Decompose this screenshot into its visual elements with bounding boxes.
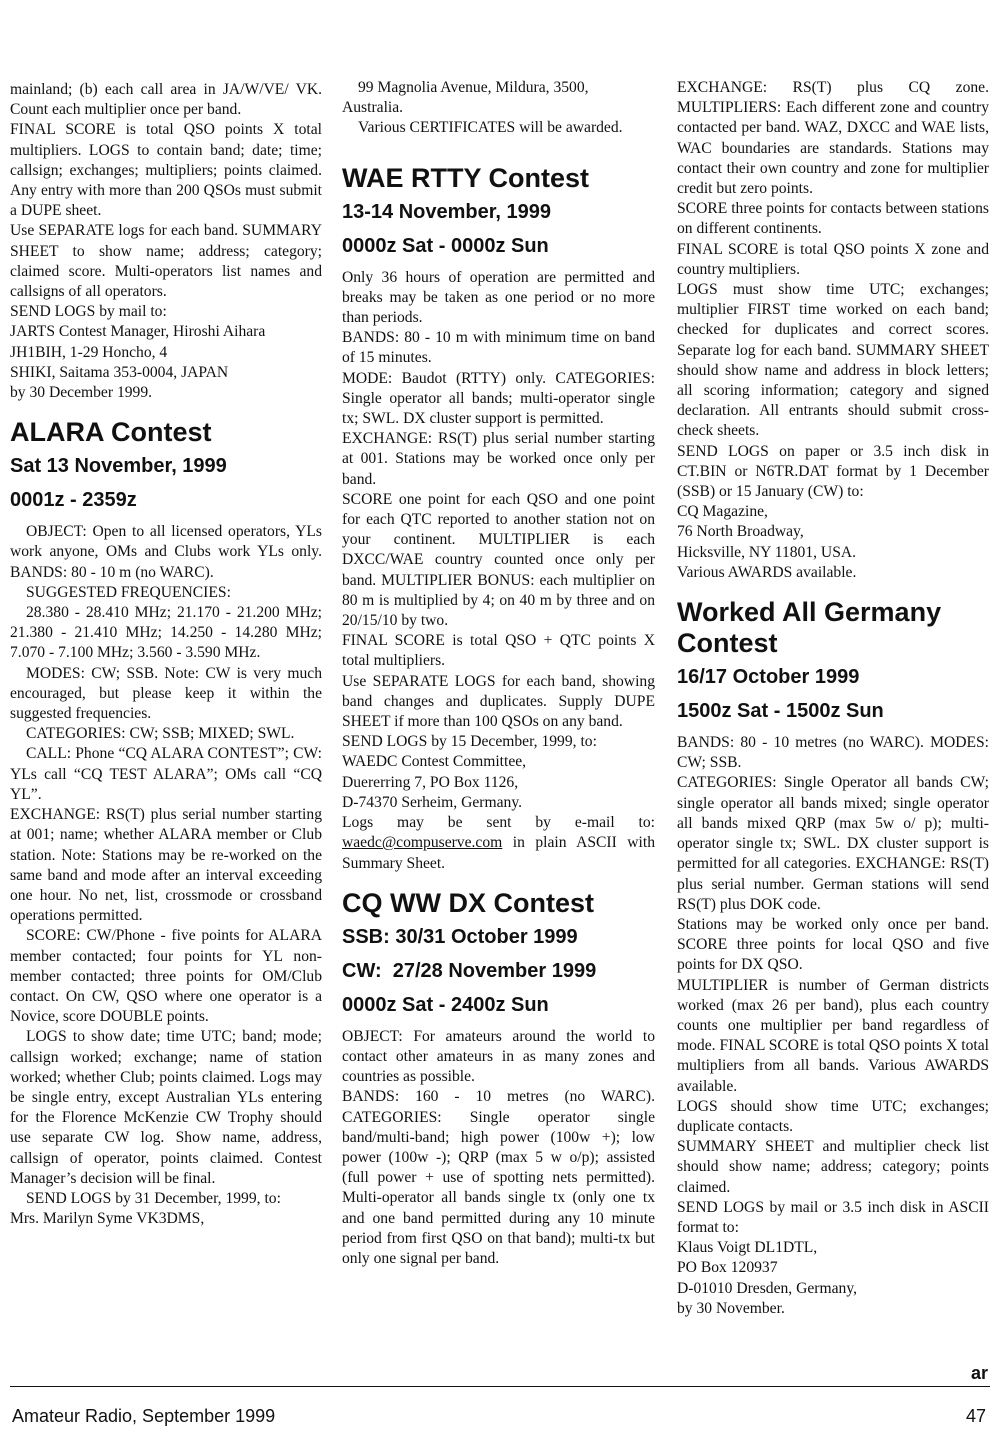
address-line: Duererring 7, PO Box 1126, <box>342 773 519 791</box>
paragraph: FINAL SCORE is total QSO points X zone and country multipliers. <box>677 240 989 278</box>
paragraph: EXCHANGE: RS(T) plus CQ zone. MULTIPLIERS: Each different zone and country contacted per band. WAZ, DXCC and WAE lists, WAC boundaries are standards. Stations may contact their own country and zone for multiplier credit but zero points. <box>677 79 989 198</box>
paragraph: SEND LOGS by mail or 3.5 inch disk in ASCII format to: <box>677 1198 989 1236</box>
section-date-cw: CW: 27/28 November 1999 <box>342 959 597 982</box>
email-intro: Logs may be sent by e-mail to: <box>342 814 655 832</box>
section-date: 16/17 October 1999 <box>677 666 860 689</box>
email-outro: in plain ASCII with Summary Sheet. <box>342 834 655 872</box>
paragraph: Various AWARDS available. <box>677 563 857 581</box>
paragraph: 28.380 - 28.410 MHz; 21.170 - 21.200 MHz; 21.380 - 21.410 MHz; 14.250 - 14.280 MHz; 7.070 - 7.100 MHz; 3.560 - 3.590 MHz. <box>10 604 322 662</box>
address-line: JARTS Contest Manager, Hiroshi Aihara <box>10 323 266 341</box>
address-line: D-01010 Dresden, Germany, <box>677 1279 857 1297</box>
paragraph: MULTIPLIER is number of German districts worked (max 26 per band), plus each country counts one multiplier per band regardless of mode. FINAL SCORE is total QSO points X total multipliers from all bands. Various AWARDS available. <box>677 976 989 1095</box>
paragraph: SUMMARY SHEET and multiplier check list should show name; address; category; points claimed. <box>677 1138 989 1196</box>
address-line: 99 Magnolia Avenue, Mildura, 3500, <box>358 79 589 96</box>
section-time: 0000z Sat - 2400z Sun <box>342 993 549 1016</box>
section-title-alara: ALARA Contest <box>10 417 212 448</box>
paragraph: CALL: Phone “CQ ALARA CONTEST”; CW: YLs call “CQ TEST ALARA”; OMs call “CQ YL”. <box>10 745 322 803</box>
address-line: 76 North Broadway, <box>677 523 804 541</box>
paragraph: Use SEPARATE logs for each band. SUMMARY SHEET to show name; address; category; claimed score. Multi-operators list names and callsigns of all operators. <box>10 222 322 301</box>
section-time: 0001z - 2359z <box>10 489 137 512</box>
paragraph: SEND LOGS by 15 December, 1999, to: <box>342 733 597 751</box>
paragraph: LOGS should show time UTC; exchanges; duplicate contacts. <box>677 1097 989 1135</box>
paragraph: SCORE one point for each QSO and one point for each QTC reported to another station not on your continent. MULTIPLIER is each DXCC/WAE country counted once only per band. MULTIPLIER BONUS: each multiplier on 80 m is multiplied by 4; on 40 m by three and on 20/15/10 by two. <box>342 490 655 630</box>
paragraph: OBJECT: For amateurs around the world to contact other amateurs in as many zones and countries as possible. <box>342 1027 655 1086</box>
email-link[interactable]: waedc@compuserve.com <box>342 834 503 852</box>
column-3 <box>677 78 989 1319</box>
paragraph: SUGGESTED FREQUENCIES: <box>26 583 231 601</box>
paragraph: FINAL SCORE is total QSO points X total multipliers. LOGS to contain band; date; time; callsign; exchanges; multipliers; points claimed. Any entry with more than 200 QSOs must submit a DUPE sheet. <box>10 121 322 220</box>
paragraph: Use SEPARATE LOGS for each band, showing band changes and duplicates. Supply DUPE SHEET if more than 100 QSOs on any band. <box>342 672 655 731</box>
section-date: 13-14 November, 1999 <box>342 200 552 223</box>
address-line: SHIKI, Saitama 353-0004, JAPAN <box>10 363 229 381</box>
address-line: Mrs. Marilyn Syme VK3DMS, <box>10 1210 205 1228</box>
paragraph: Various CERTIFICATES will be awarded. <box>358 119 623 137</box>
section-date: Sat 13 November, 1999 <box>10 455 227 478</box>
address-line: by 30 November. <box>677 1299 785 1317</box>
paragraph: BANDS: 160 - 10 metres (no WARC). CATEGORIES: Single operator single band/multi-band; high power (100w +); low power (100w -); QRP (max 5 w o/p); assisted (full power + use of spotting nets permitted). Multi-operator all bands single tx (only one tx and one band permitted during any 10 minute period from first QSO on that band); multi-tx but only one signal per band. <box>342 1088 655 1267</box>
section-title-cqww: CQ WW DX Contest <box>342 887 594 918</box>
paragraph: LOGS must show time UTC; exchanges; multiplier FIRST time worked on each band; checked for duplicates and correct scores. Separate log for each band. SUMMARY SHEET should show name and address in block letters; all scoring information; category and signed declaration. All entrants should submit cross-check sheets. <box>677 281 989 440</box>
paragraph: BANDS: 80 - 10 metres (no WARC). MODES: CW; SSB. <box>677 734 989 772</box>
paragraph: Stations may be worked only once per band. SCORE three points for local QSO and five points for DX QSO. <box>677 915 989 974</box>
paragraph: MODES: CW; SSB. Note: CW is very much encouraged, but please keep it within the suggested frequencies. <box>10 664 322 723</box>
paragraph: mainland; (b) each call area in JA/W/VE/ VK. Count each multiplier once per band. <box>10 81 322 119</box>
address-line: Klaus Voigt DL1DTL, <box>677 1239 818 1257</box>
paragraph: OBJECT: Open to all licensed operators, YLs work anyone, OMs and Clubs work YLs only. BANDS: 80 - 10 m (no WARC). <box>10 523 322 581</box>
paragraph: EXCHANGE: RS(T) plus serial number starting at 001. Stations may be worked once only per band. <box>342 430 655 488</box>
page-number: 47 <box>965 1406 986 1426</box>
section-title-wag: Worked All Germany Contest <box>677 597 942 659</box>
paragraph: CATEGORIES: CW; SSB; MIXED; SWL. <box>26 725 295 743</box>
section-time: 0000z Sat - 0000z Sun <box>342 234 549 257</box>
section-time: 1500z Sat - 1500z Sun <box>677 700 884 723</box>
paragraph: EXCHANGE: RS(T) plus serial number starting at 001; name; whether ALARA member or Club station. Note: Stations may be re-worked on the same band and mode after an interval exceeding one hour. No net, list, crossmode or crossband operations permitted. <box>10 806 322 925</box>
paragraph: LOGS to show date; time UTC; band; mode; callsign worked; exchange; name of station worked; whether Club; points claimed. Logs may be single entry, except Australian YLs entering for the Florence McKenzie CW Trophy should use separate CW log. Show name, address, callsign of operator, points claimed. Contest Manager’s decision will be final. <box>10 1028 322 1187</box>
address-line: JH1BIH, 1-29 Honcho, 4 <box>10 343 168 361</box>
address-line: Hicksville, NY 11801, USA. <box>677 543 857 561</box>
paragraph: SCORE: CW/Phone - five points for ALARA member contacted; four points for YL non-member contacted; three points for OM/Club contact. On CW, QSO where one operator is a Novice, score DOUBLE points. <box>10 927 322 1026</box>
paragraph: SEND LOGS by mail to: <box>10 303 167 321</box>
column-2 <box>342 78 655 1269</box>
address-line: PO Box 120937 <box>677 1259 778 1277</box>
paragraph: BANDS: 80 - 10 m with minimum time on band of 15 minutes. <box>342 329 655 367</box>
paragraph: CATEGORIES: Single Operator all bands CW; single operator all bands mixed; single operator all bands mixed QRP (max 5w o/ p); multi-operator single tx; SWL. DX cluster support is permitted for all categories. EXCHANGE: RS(T) plus serial number. German stations will send RS(T) plus DOK code. <box>677 774 989 913</box>
paragraph: SEND LOGS by 31 December, 1999, to: <box>26 1189 281 1207</box>
address-line: CQ Magazine, <box>677 503 768 521</box>
magazine-logo: ar <box>970 1363 988 1383</box>
address-line: D-74370 Serheim, Germany. <box>342 793 523 811</box>
section-date-ssb: SSB: 30/31 October 1999 <box>342 925 578 948</box>
footer-rule <box>10 1386 990 1387</box>
paragraph <box>342 813 655 874</box>
paragraph: SEND LOGS on paper or 3.5 inch disk in CT.BIN or N6TR.DAT format by 1 December (SSB) or 15 January (CW) to: <box>677 442 989 501</box>
paragraph: FINAL SCORE is total QSO + QTC points X total multipliers. <box>342 632 655 670</box>
footer-publication: Amateur Radio, September 1999 <box>12 1406 276 1426</box>
section-title-wae: WAE RTTY Contest <box>342 162 590 193</box>
paragraph: MODE: Baudot (RTTY) only. CATEGORIES: Single operator all bands; multi-operator single tx; SWL. DX cluster support is permitted. <box>342 369 655 428</box>
address-line: WAEDC Contest Committee, <box>342 753 527 771</box>
paragraph: SCORE three points for contacts between stations on different continents. <box>677 200 989 238</box>
address-line: by 30 December 1999. <box>10 384 153 402</box>
address-line: Australia. <box>342 99 404 117</box>
column-1 <box>10 80 322 1229</box>
paragraph: Only 36 hours of operation are permitted and breaks may be taken as one period or no more than periods. <box>342 268 655 327</box>
